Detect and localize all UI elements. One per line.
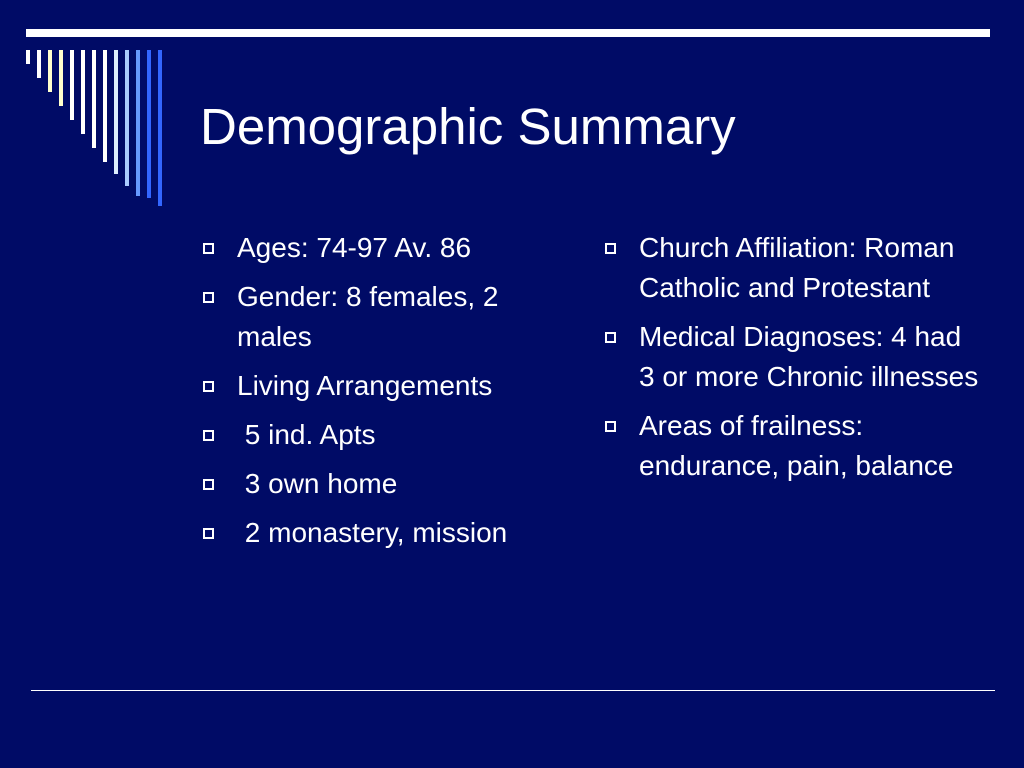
right-bullet-list xyxy=(602,228,982,495)
stripe xyxy=(59,50,63,106)
hollow-square-icon xyxy=(203,292,214,303)
decorative-stripes xyxy=(0,0,180,210)
hollow-square-icon xyxy=(203,479,214,490)
stripe xyxy=(103,50,107,162)
list-item xyxy=(200,464,570,504)
list-item-text: 2 monastery, mission xyxy=(237,517,508,548)
list-item xyxy=(602,228,982,308)
slide-title: Demographic Summary xyxy=(200,98,736,155)
list-item xyxy=(200,366,570,406)
stripe xyxy=(48,50,52,92)
hollow-square-icon xyxy=(203,243,214,254)
hollow-square-icon xyxy=(203,528,214,539)
list-item-text: Medical Diagnoses: 4 had 3 or more Chronic illnesses xyxy=(639,321,979,392)
left-bullet-list xyxy=(200,228,570,562)
stripe xyxy=(26,50,30,64)
list-item xyxy=(200,415,570,455)
list-item xyxy=(602,406,982,486)
stripe xyxy=(70,50,74,120)
list-item-text: Ages: 74-97 Av. 86 xyxy=(237,232,472,263)
list-item-text: Gender: 8 females, 2 males xyxy=(237,281,499,352)
stripe xyxy=(125,50,129,186)
stripe xyxy=(147,50,151,198)
stripe xyxy=(81,50,85,134)
stripe xyxy=(158,50,162,206)
stripe xyxy=(136,50,140,196)
list-item-text: Living Arrangements xyxy=(237,370,493,401)
list-item-text: Church Affiliation: Roman Catholic and Protestant xyxy=(639,232,955,303)
list-item xyxy=(200,228,570,268)
list-item xyxy=(200,513,570,553)
stripe xyxy=(92,50,96,148)
list-item-text: Areas of frailness: endurance, pain, balance xyxy=(639,410,954,481)
stripe xyxy=(114,50,118,174)
hollow-square-icon xyxy=(203,381,214,392)
hollow-square-icon xyxy=(203,430,214,441)
list-item xyxy=(602,317,982,397)
list-item xyxy=(200,277,570,357)
hollow-square-icon xyxy=(605,421,616,432)
hollow-square-icon xyxy=(605,332,616,343)
list-item-text: 3 own home xyxy=(237,468,398,499)
stripe xyxy=(37,50,41,78)
list-item-text: 5 ind. Apts xyxy=(237,419,376,450)
bottom-horizontal-rule xyxy=(31,690,995,691)
hollow-square-icon xyxy=(605,243,616,254)
